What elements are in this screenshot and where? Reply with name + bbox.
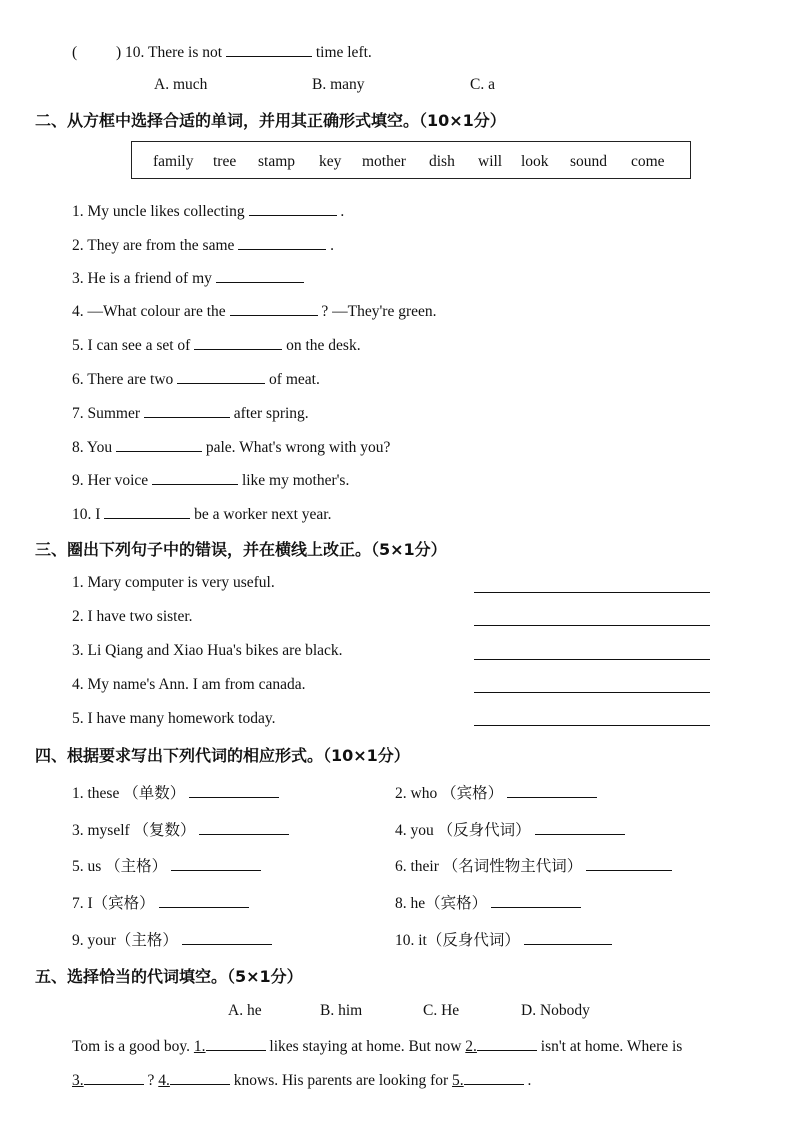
passage-text: Tom is a good boy. bbox=[72, 1038, 191, 1055]
question-text: 10. I bbox=[72, 506, 101, 523]
answer-blank[interactable] bbox=[144, 403, 230, 418]
word-key: key bbox=[319, 153, 342, 170]
section-4-heading: 四、根据要求写出下列代词的相应形式。（10×1分） bbox=[35, 746, 410, 765]
answer-blank[interactable] bbox=[491, 893, 581, 908]
s2-question bbox=[72, 470, 349, 490]
passage-text: . bbox=[527, 1072, 532, 1089]
s4-item bbox=[72, 781, 279, 803]
s4-item bbox=[395, 854, 672, 876]
answer-blank-4[interactable] bbox=[170, 1070, 230, 1085]
s4-item bbox=[72, 854, 261, 876]
correction-line[interactable] bbox=[474, 725, 710, 726]
pronoun-prompt: 1. these （单数） bbox=[72, 785, 186, 802]
pronoun-prompt: 5. us （主格） bbox=[72, 858, 168, 875]
question-text-after: on the desk. bbox=[286, 337, 361, 354]
question-text: 1. My uncle likes collecting bbox=[72, 203, 245, 220]
question-text: 3. He is a friend of my bbox=[72, 270, 212, 287]
s4-item bbox=[72, 818, 289, 840]
s3-sentence[interactable]: 5. I have many homework today. bbox=[72, 710, 276, 727]
answer-blank[interactable] bbox=[182, 930, 272, 945]
question-text-after: time left. bbox=[315, 44, 372, 61]
answer-blank[interactable] bbox=[226, 42, 312, 57]
answer-blank[interactable] bbox=[189, 783, 279, 798]
s2-question bbox=[72, 335, 361, 355]
question-text: 4. —What colour are the bbox=[72, 303, 226, 320]
blank-number-2[interactable]: 2. bbox=[465, 1038, 477, 1055]
section-2-heading: 二、从方框中选择合适的单词，并用其正确形式填空。（10×1分） bbox=[35, 111, 506, 130]
question-text-after: like my mother's. bbox=[241, 472, 350, 489]
s4-item bbox=[395, 781, 597, 803]
prev-question-10 bbox=[72, 42, 372, 62]
pronoun-prompt: 4. you （反身代词） bbox=[395, 822, 531, 839]
question-text: 9. Her voice bbox=[72, 472, 149, 489]
s4-item bbox=[395, 928, 612, 950]
s2-question bbox=[72, 369, 320, 389]
blank-number-5[interactable]: 5. bbox=[452, 1072, 464, 1089]
question-number: 10. bbox=[125, 44, 145, 61]
s5-option-d[interactable]: D. Nobody bbox=[521, 1002, 590, 1019]
answer-blank-5[interactable] bbox=[464, 1070, 524, 1085]
option-a[interactable]: A. much bbox=[154, 76, 208, 93]
question-text: 8. You bbox=[72, 439, 113, 456]
pronoun-prompt: 9. your（主格） bbox=[72, 932, 178, 949]
section-3-heading: 三、圈出下列句子中的错误，并在横线上改正。（5×1分） bbox=[35, 540, 447, 559]
s3-sentence[interactable]: 1. Mary computer is very useful. bbox=[72, 574, 275, 591]
question-text-after: of meat. bbox=[269, 371, 320, 388]
answer-blank[interactable] bbox=[230, 301, 318, 316]
answer-blank[interactable] bbox=[104, 504, 190, 519]
s5-option-a[interactable]: A. he bbox=[228, 1002, 262, 1019]
s3-sentence[interactable]: 3. Li Qiang and Xiao Hua's bikes are black. bbox=[72, 642, 343, 659]
word-will: will bbox=[478, 153, 503, 170]
correction-line[interactable] bbox=[474, 625, 710, 626]
pronoun-prompt: 3. myself （复数） bbox=[72, 822, 196, 839]
s4-item bbox=[72, 891, 249, 913]
passage-line-1 bbox=[72, 1036, 682, 1056]
passage-text: isn't at home. Where is bbox=[540, 1038, 683, 1055]
answer-blank-3[interactable] bbox=[84, 1070, 144, 1085]
correction-line[interactable] bbox=[474, 592, 710, 593]
pronoun-prompt: 8. he（宾格） bbox=[395, 895, 488, 912]
option-b[interactable]: B. many bbox=[312, 76, 365, 93]
question-text-after: . bbox=[330, 237, 335, 254]
word-come: come bbox=[631, 153, 665, 170]
word-dish: dish bbox=[429, 153, 455, 170]
s2-question bbox=[72, 268, 304, 288]
answer-paren-open: ( bbox=[72, 44, 78, 61]
word-stamp: stamp bbox=[258, 153, 296, 170]
passage-line-2 bbox=[72, 1070, 531, 1090]
pronoun-prompt: 7. I（宾格） bbox=[72, 895, 155, 912]
word-look: look bbox=[521, 153, 549, 170]
answer-blank[interactable] bbox=[199, 820, 289, 835]
passage-text: likes staying at home. But now bbox=[269, 1038, 462, 1055]
s3-sentence[interactable]: 2. I have two sister. bbox=[72, 608, 193, 625]
word-sound: sound bbox=[570, 153, 608, 170]
s4-item bbox=[395, 891, 581, 913]
question-text-after: . bbox=[340, 203, 345, 220]
s2-question bbox=[72, 504, 331, 524]
blank-number-3[interactable]: 3. bbox=[72, 1072, 84, 1089]
answer-blank[interactable] bbox=[524, 930, 612, 945]
option-c[interactable]: C. a bbox=[470, 76, 495, 93]
s5-option-c[interactable]: C. He bbox=[423, 1002, 460, 1019]
pronoun-prompt: 10. it（反身代词） bbox=[395, 932, 520, 949]
answer-blank[interactable] bbox=[116, 437, 202, 452]
word-family: family bbox=[153, 153, 194, 170]
passage-text: ? bbox=[147, 1072, 155, 1089]
answer-blank[interactable] bbox=[194, 335, 282, 350]
answer-blank[interactable] bbox=[152, 470, 238, 485]
section-5-heading: 五、选择恰当的代词填空。（5×1分） bbox=[35, 967, 303, 986]
question-text: 2. They are from the same bbox=[72, 237, 235, 254]
question-text-after: pale. What's wrong with you? bbox=[205, 439, 391, 456]
s2-question bbox=[72, 437, 390, 457]
answer-blank[interactable] bbox=[507, 783, 597, 798]
answer-blank[interactable] bbox=[586, 856, 672, 871]
s3-sentence[interactable]: 4. My name's Ann. I am from canada. bbox=[72, 676, 306, 693]
answer-blank[interactable] bbox=[159, 893, 249, 908]
s2-question bbox=[72, 403, 309, 423]
correction-line[interactable] bbox=[474, 659, 710, 660]
answer-blank-2[interactable] bbox=[477, 1036, 537, 1051]
s5-option-b[interactable]: B. him bbox=[320, 1002, 363, 1019]
answer-blank[interactable] bbox=[171, 856, 261, 871]
blank-number-1[interactable]: 1. bbox=[193, 1038, 206, 1055]
question-text-after: be a worker next year. bbox=[194, 506, 332, 523]
answer-blank[interactable] bbox=[216, 268, 304, 283]
answer-blank[interactable] bbox=[535, 820, 625, 835]
word-tree: tree bbox=[213, 153, 237, 170]
question-text-after: after spring. bbox=[233, 405, 309, 422]
pronoun-prompt: 6. their （名词性物主代词） bbox=[395, 858, 583, 875]
pronoun-prompt: 2. who （宾格） bbox=[395, 785, 504, 802]
correction-line[interactable] bbox=[474, 692, 710, 693]
s4-item bbox=[395, 818, 625, 840]
answer-blank[interactable] bbox=[249, 201, 337, 216]
question-text-after: ? —They're green. bbox=[321, 303, 437, 320]
question-text: 5. I can see a set of bbox=[72, 337, 191, 354]
answer-blank-1[interactable] bbox=[206, 1036, 266, 1051]
question-text: 7. Summer bbox=[72, 405, 141, 422]
word-mother: mother bbox=[362, 153, 406, 170]
passage-text: knows. His parents are looking for bbox=[233, 1072, 449, 1089]
answer-blank[interactable] bbox=[238, 235, 326, 250]
question-text: 6. There are two bbox=[72, 371, 174, 388]
s2-question bbox=[72, 201, 344, 221]
s2-question bbox=[72, 235, 334, 255]
answer-blank[interactable] bbox=[177, 369, 265, 384]
question-text-before: There is not bbox=[148, 44, 223, 61]
s4-item bbox=[72, 928, 272, 950]
blank-number-4[interactable]: 4. bbox=[158, 1072, 170, 1089]
s2-question bbox=[72, 301, 437, 321]
answer-paren-close: ) bbox=[116, 44, 122, 61]
